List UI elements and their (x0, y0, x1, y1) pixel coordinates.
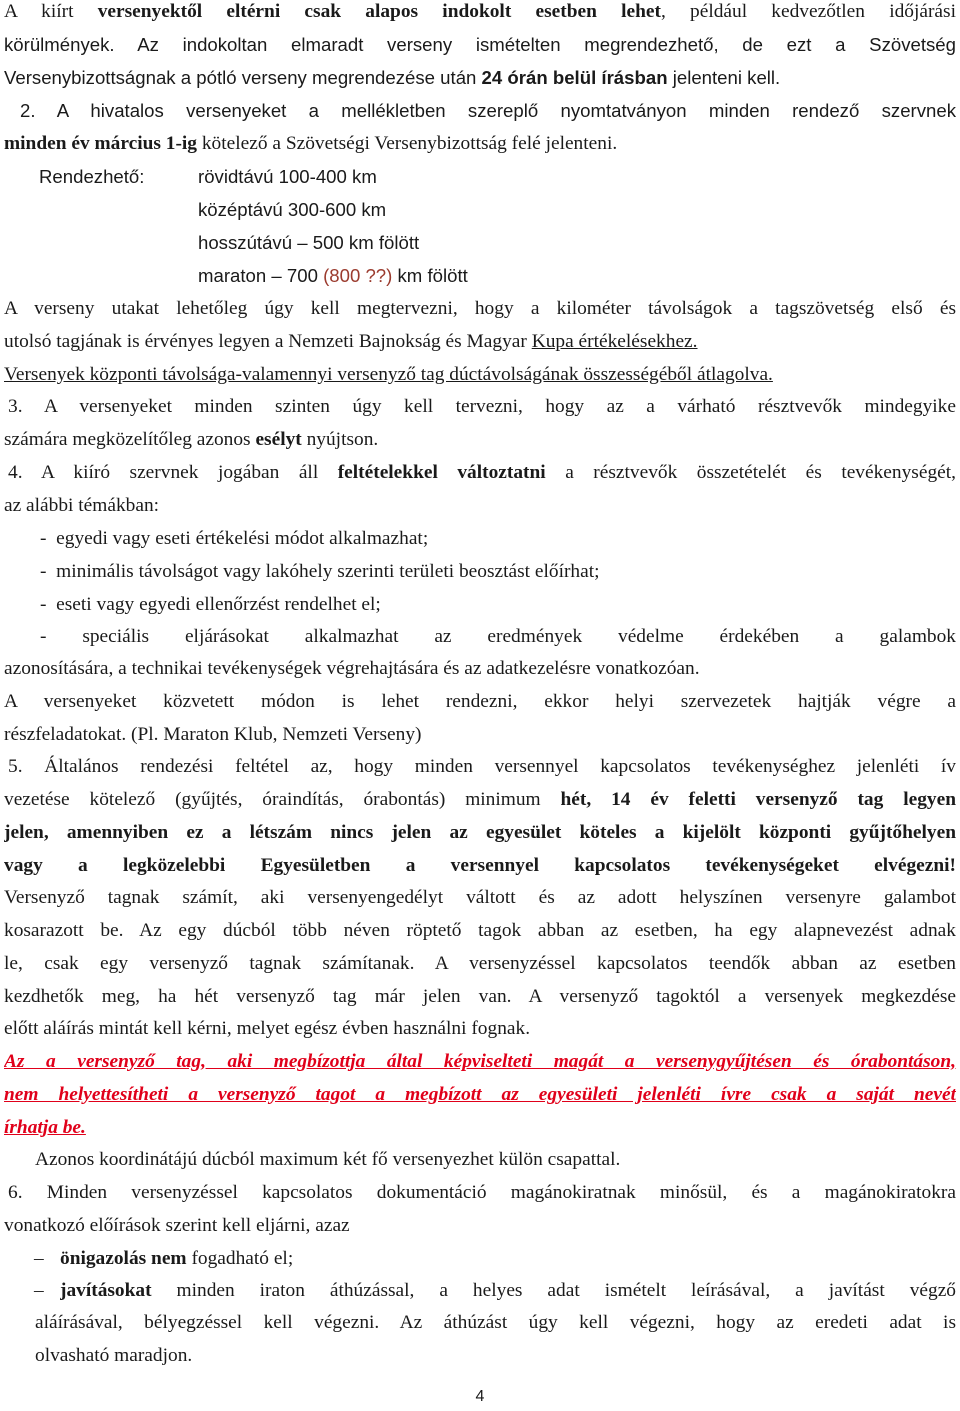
p5-line-6: kosarazott be. Az egy dúcból több néven röptető tagok abban az esetben, ha egy alapnevezést adnak (4, 920, 956, 941)
p4-line-7: azonosítására, a technikai tevékenységek végrehajtására és az adatkezelésre vonatkozóan. (4, 658, 700, 679)
p5-line-7: le, csak egy versenyző tagnak számítanak. A versenyzéssel kapcsolatos teendők abban az esetben (4, 953, 956, 974)
p2-line-1: 2. A hivatalos versenyeket a mellékletben szereplő nyomtatványon minden rendező szervnek (20, 100, 956, 121)
distance-marathon: maraton – 700 (800 ??) km fölött (198, 265, 468, 286)
distance-short: rövidtávú 100-400 km (198, 166, 377, 187)
dash-marker: – (34, 1280, 44, 1301)
p6-bullet-2-line-1: javításokat minden iraton áthúzással, a helyes adat ismételt leírásával, a javítást végző (60, 1280, 956, 1301)
distance-label: Rendezhető: (39, 166, 145, 187)
p5-line-2: vezetése kötelező (gyűjtés, óraindítás, órabontás) minimum hét, 14 év feletti versenyző tag legyen (4, 789, 956, 810)
route-line-3: Versenyek központi távolsága-valamennyi versenyző tag dúctávolságának összességéből átlagolva. (4, 364, 773, 385)
distance-row-medium (4, 193, 956, 226)
p5-line-3: jelen, amennyiben ez a létszám nincs jelen az egyesület köteles a kijelölt központi gyűjtőhelyen (4, 822, 956, 843)
p5-red-line-1: Az a versenyző tag, aki megbízottja által képviselteti magát a versenygyűjtésen és órabontáson, (4, 1051, 956, 1072)
distance-medium: középtávú 300-600 km (198, 199, 387, 220)
p4-line-1: 4. A kiíró szervnek jogában áll feltételekkel változtatni a résztvevők összetételét és tevékenységét, (8, 462, 956, 483)
p6-line-2: vonatkozó előírások szerint kell eljárni, azaz (4, 1215, 350, 1236)
p4-line-9: részfeladatokat. (Pl. Maraton Klub, Nemzeti Verseny) (4, 724, 422, 745)
distance-row-long (4, 226, 956, 259)
p5-last-line: Azonos koordinátájú dúcból maximum két fő versenyezhet külön csapattal. (35, 1149, 621, 1170)
p5-line-4: vagy a legközelebbi Egyesületben a versennyel kapcsolatos tevékenységeket elvégezni! (4, 855, 956, 876)
distance-long: hosszútávú – 500 km fölött (198, 232, 420, 253)
p5-line-1: 5. Általános rendezési feltétel az, hogy minden versennyel kapcsolatos tevékenységhez jelenléti ív (8, 756, 956, 777)
p4-list-item: - speciális eljárásokat alkalmazhat az eredmények védelme érdekében a galambok (40, 626, 956, 647)
p4-list-item: - minimális távolságot vagy lakóhely szerinti területi beosztást előírhat; (40, 561, 600, 582)
route-line-2: utolsó tagjának is érvényes legyen a Nemzeti Bajnokság és Magyar Kupa értékelésekhez. (4, 331, 698, 352)
dash-marker: – (34, 1248, 44, 1269)
p6-line-1: 6. Minden versenyzéssel kapcsolatos dokumentáció magánokiratnak minősül, és a magánokiratokra (8, 1182, 956, 1203)
p1-line-3: Versenybizottságnak a pótló verseny megrendezése után 24 órán belül írásban jelenteni kell. (4, 67, 781, 88)
p5-red-line-3: írhatja be. (4, 1117, 86, 1138)
p1-line-1: A kiírt versenyektől eltérni csak alapos indokolt esetben lehet, például kedvezőtlen időjárási (4, 1, 956, 22)
p6-bullet-1: – önigazolás nem fogadható el; (4, 1242, 956, 1275)
p4-list-item: - egyedi vagy eseti értékelési módot alkalmazhat; (40, 528, 429, 549)
p4-line-8: A versenyeket közvetett módon is lehet rendezni, ekkor helyi szervezetek hajtják végre a (4, 691, 956, 712)
p2-line-2: minden év március 1-ig kötelező a Szövetségi Versenybizottság felé jelenteni. (4, 133, 618, 154)
p4-list-item: - eseti vagy egyedi ellenőrzést rendelhet el; (40, 594, 381, 615)
page-number: 4 (475, 1388, 485, 1405)
p5-line-5: Versenyző tagnak számít, aki versenyengedélyt váltott és az adott helyszínen versenyre galambot (4, 887, 956, 908)
p5-line-9: előtt aláírás mintát kell kérni, melyet egész évben használni fognak. (4, 1018, 531, 1039)
p5-line-8: kezdhetők meg, ha hét versenyző tag már jelen van. A versenyző tagoktól a versenyek megkezdése (4, 986, 956, 1007)
route-line-1: A verseny utakat lehetőleg úgy kell megtervezni, hogy a kilométer távolságok a tagszövetség első és (4, 298, 956, 319)
p6-bullet-2-line-3: olvasható maradjon. (35, 1345, 193, 1366)
p5-red-line-2: nem helyettesítheti a versenyző tagot a megbízott az egyesületi jelenléti ívre csak a saját nevét (4, 1084, 956, 1105)
p3-line-2: számára megközelítőleg azonos esélyt nyújtson. (4, 429, 379, 450)
distance-row-marathon (4, 259, 956, 292)
p3-line-1: 3. A versenyeket minden szinten úgy kell tervezni, hogy az a várható résztvevők mindegyike (8, 396, 956, 417)
p4-line-2: az alábbi témákban: (4, 495, 160, 516)
p1-line-2: körülmények. Az indokoltan elmaradt verseny ismételten megrendezhető, de ezt a Szövetség (4, 34, 956, 55)
p6-bullet-2-line-2: aláírásával, bélyegzéssel kell végezni. Az áthúzást úgy kell végezni, hogy az eredeti adat is (35, 1312, 956, 1333)
distance-row-short (4, 160, 956, 193)
